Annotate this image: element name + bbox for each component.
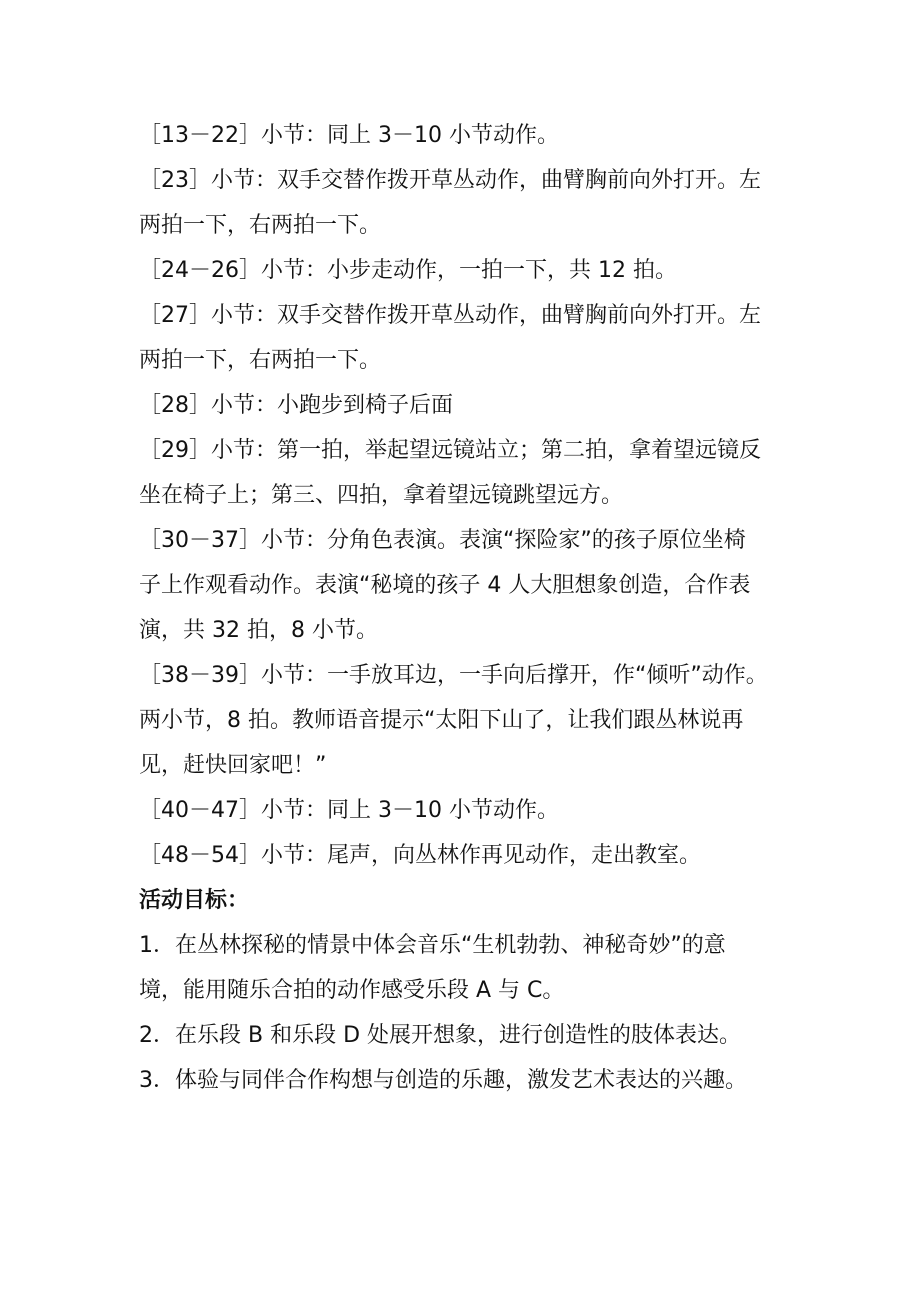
- paragraph-bars-30-37: [139, 518, 789, 653]
- text-line: ［24－26］小节：小步走动作，一拍一下，共 12 拍。: [139, 258, 677, 283]
- goal-item-3: [139, 1058, 789, 1103]
- text-line: ［29］小节：第一拍，举起望远镜站立；第二拍，拿着望远镜反: [139, 438, 761, 463]
- paragraph-bars-48-54: [139, 833, 789, 878]
- text-line: ［23］小节：双手交替作拨开草丛动作，曲臂胸前向外打开。左: [139, 168, 761, 193]
- text-line: ［40－47］小节：同上 3－10 小节动作。: [139, 798, 559, 823]
- paragraph-bar-28: [139, 383, 789, 428]
- text-line: ［27］小节：双手交替作拨开草丛动作，曲臂胸前向外打开。左: [139, 303, 761, 328]
- text-line: ［30－37］小节：分角色表演。表演“探险家”的孩子原位坐椅: [139, 528, 746, 553]
- text-line: ［38－39］小节：一手放耳边，一手向后撑开，作“倾听”动作。: [139, 663, 768, 688]
- goal-item-1: [139, 923, 789, 1013]
- paragraph-bars-40-47: [139, 788, 789, 833]
- text-line: ［28］小节：小跑步到椅子后面: [139, 393, 453, 418]
- text-line: 两拍一下，右两拍一下。: [139, 213, 382, 238]
- text-line: 3．体验与同伴合作构想与创造的乐趣，激发艺术表达的兴趣。: [139, 1068, 747, 1093]
- paragraph-bar-27: [139, 293, 789, 383]
- text-line: 2．在乐段 B 和乐段 D 处展开想象，进行创造性的肢体表达。: [139, 1023, 742, 1048]
- text-line: 境，能用随乐合拍的动作感受乐段 A 与 C。: [139, 978, 565, 1003]
- text-line: 1．在丛林探秘的情景中体会音乐“生机勃勃、神秘奇妙”的意: [139, 933, 726, 958]
- paragraph-bars-13-22: [139, 113, 789, 158]
- text-line: 两小节，8 拍。教师语音提示“太阳下山了，让我们跟丛林说再: [139, 708, 744, 733]
- text-line: 坐在椅子上；第三、四拍，拿着望远镜跳望远方。: [139, 483, 624, 508]
- paragraph-bar-29: [139, 428, 789, 518]
- text-line: 演，共 32 拍，8 小节。: [139, 618, 378, 643]
- goal-item-2: [139, 1013, 789, 1058]
- text-line: 见，赶快回家吧！”: [139, 753, 327, 778]
- text-line: ［48－54］小节：尾声，向丛林作再见动作，走出教室。: [139, 843, 701, 868]
- paragraph-bars-24-26: [139, 248, 789, 293]
- text-line: ［13－22］小节：同上 3－10 小节动作。: [139, 123, 559, 148]
- document-body: [139, 113, 789, 1103]
- goals-heading: 活动目标：: [139, 888, 250, 913]
- text-line: 子上作观看动作。表演“秘境的孩子 4 人大胆想象创造，合作表: [139, 573, 751, 598]
- paragraph-bars-38-39: [139, 653, 789, 788]
- text-line: 两拍一下，右两拍一下。: [139, 348, 382, 373]
- paragraph-bar-23: [139, 158, 789, 248]
